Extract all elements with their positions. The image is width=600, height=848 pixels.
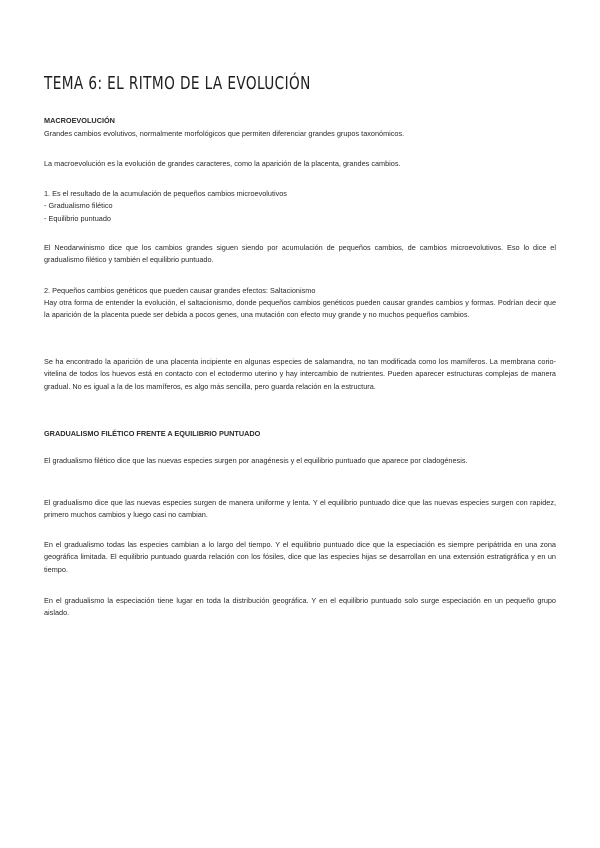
gradualism-heading: GRADUALISMO FILÉTICO FRENTE A EQUILIBRIO PUNTUADO (44, 429, 261, 438)
gradualism-paragraph-2: El gradualismo dice que las nuevas especies surgen de manera uniforme y lenta. Y el equilibrio puntuado dice que las nuevas especies surgen con rapidez, primero muchos cambios y luego casi no cambian. (44, 498, 556, 520)
point1-item-1: - Gradualismo filético (44, 201, 113, 211)
page-title: TEMA 6: EL RITMO DE LA EVOLUCIÓN (44, 74, 311, 94)
macro-text: Grandes cambios evolutivos, normalmente morfológicos que permiten diferenciar grandes grupos taxonómicos. (44, 129, 405, 138)
macro-example: La macroevolución es la evolución de grandes caracteres, como la aparición de la placenta, grandes cambios. (44, 159, 401, 168)
neodarwinism-paragraph: El Neodarwinismo dice que los cambios grandes siguen siendo por acumulación de pequeños cambios, de cambios microevolutivos. Eso lo dice el gradualismo filético y también el equilibrio puntuado. (44, 243, 556, 265)
point1-block (44, 188, 556, 225)
point1-item-2: - Equilibrio puntuado (44, 213, 111, 223)
gradualism-paragraph-1: El gradualismo filético dice que las nuevas especies surgen por anagénesis y el equilibrio puntuado que aparece por cladogénesis. (44, 456, 468, 465)
gradualism-paragraph-4: En el gradualismo la especiación tiene lugar en toda la distribución geográfica. Y en el equilibrio puntuado solo surge especiación en un pequeño grupo aislado. (44, 596, 556, 618)
salamander-paragraph: Se ha encontrado la aparición de una placenta incipiente en algunas especies de salamandra, no tan modificada como los mamíferos. La membrana corio-vitelina de todos los huevos está en contacto con el ectodermo uterino y hay intercambio de nutrientes. Pueden aparecer estructuras complejas de manera gradual. No es igual a la de los mamíferos, es algo más sencilla, pero guarda relación en la estructura. (44, 357, 556, 391)
gradualism-paragraph-3: En el gradualismo todas las especies cambian a lo largo del tiempo. Y el equilibrio puntuado dice que la especiación es siempre peripátrida en una zona geográfica limitada. El equilibrio puntuado guarda relación con los fósiles, dice que las especies hijas se desarrollan en una extensión estratigráfica y en un tiempo. (44, 540, 556, 574)
point1-heading: 1. Es el resultado de la acumulación de pequeños cambios microevolutivos (44, 189, 287, 198)
point2-heading: 2. Pequeños cambios genéticos que pueden causar grandes efectos: Saltacionismo (44, 286, 316, 295)
macro-heading: MACROEVOLUCIÓN (44, 116, 115, 125)
saltationism-paragraph: Hay otra forma de entender la evolución, el saltacionismo, donde pequeños cambios genéticos pueden causar grandes cambios y formas. Podrían decir que la aparición de la placenta puede ser debida a pocos genes, una mutación con efecto muy grande y no muchos pequeños cambios. (44, 298, 556, 320)
